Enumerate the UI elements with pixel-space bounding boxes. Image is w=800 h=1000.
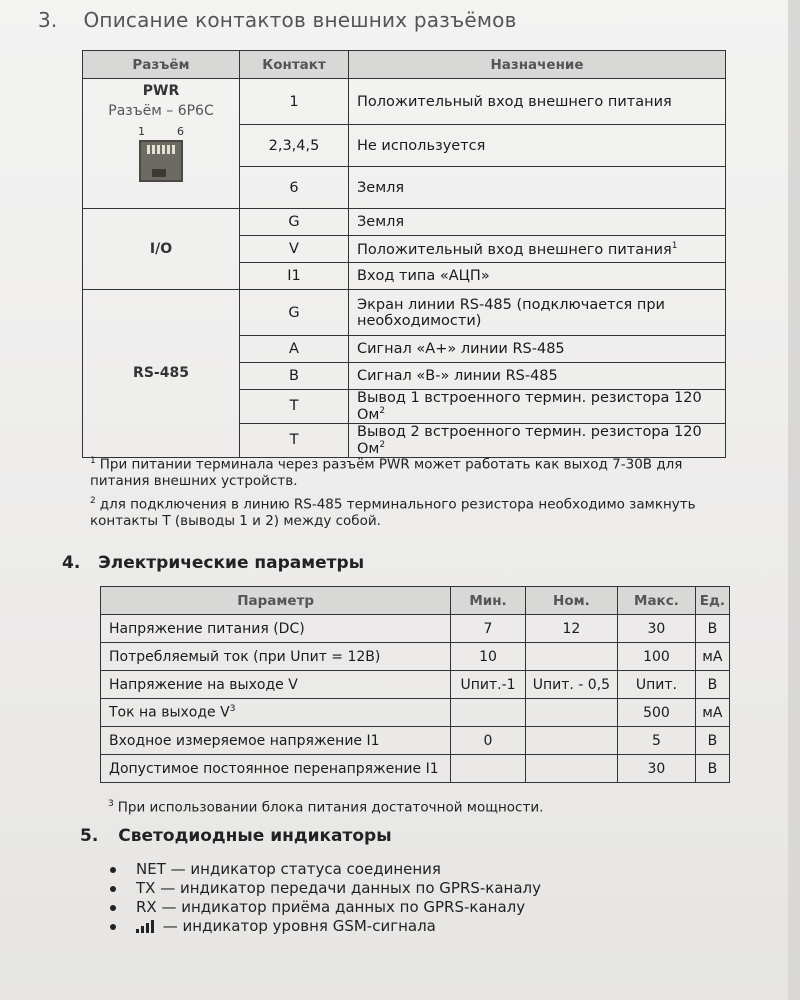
header-connector: Разъём	[83, 51, 240, 79]
section-3-title: Описание контактов внешних разъёмов	[83, 8, 517, 32]
section-5-title: Светодиодные индикаторы	[118, 826, 392, 846]
table-header-row	[101, 587, 730, 615]
max-cell: 500	[618, 699, 696, 727]
unit-cell: В	[695, 755, 729, 783]
table-row	[101, 671, 730, 699]
purpose-cell: Экран линии RS-485 (подключается при необходимости)	[349, 290, 726, 336]
parameter-cell: Напряжение питания (DC)	[101, 615, 451, 643]
parameter-cell: Входное измеряемое напряжение I1	[101, 727, 451, 755]
purpose-cell: Земля	[349, 209, 726, 236]
contact-cell: B	[240, 363, 349, 390]
bullet-icon	[110, 867, 116, 873]
purpose-cell: Земля	[349, 167, 726, 209]
pwr-label: PWR	[142, 83, 180, 99]
parameter-cell: Напряжение на выходе V	[101, 671, 451, 699]
signal-strength-icon	[136, 921, 154, 933]
header-min: Мин.	[451, 587, 525, 615]
section-4-heading: 4. Электрические параметры	[62, 553, 365, 573]
max-cell: Uпит.	[618, 671, 696, 699]
pin-first-label: 1	[138, 125, 145, 138]
purpose-text: Положительный вход внешнего питания	[357, 241, 672, 258]
purpose-cell: Не используется	[349, 125, 726, 167]
table-row	[83, 209, 726, 236]
table-row	[83, 290, 726, 336]
max-cell: 5	[618, 727, 696, 755]
contact-cell: T	[240, 390, 349, 424]
table-row	[101, 755, 730, 783]
max-cell: 100	[618, 643, 696, 671]
purpose-cell: Положительный вход внешнего питания	[349, 79, 726, 125]
nom-cell	[525, 727, 617, 755]
io-connector-cell: I/O	[83, 209, 240, 290]
nom-cell	[525, 699, 617, 727]
contact-cell: 6	[240, 167, 349, 209]
footnote-2: $^2$ для подключения в линию RS-485 терминального резистора необходимо замкнуть контакты Т (выводы 1 и 2) между собой.	[90, 496, 696, 529]
contact-cell: 2,3,4,5	[240, 125, 349, 167]
table-row	[101, 643, 730, 671]
pin-last-label: 6	[177, 125, 184, 138]
header-unit: Ед.	[695, 587, 729, 615]
contact-cell: A	[240, 336, 349, 363]
footnote-mark: 2	[379, 439, 386, 450]
max-cell: 30	[618, 615, 696, 643]
purpose-text: Вывод 1 встроенного термин. резистора 120 Ом	[357, 390, 702, 423]
table-row	[101, 615, 730, 643]
header-max: Макс.	[618, 587, 696, 615]
table-header-row	[83, 51, 726, 79]
list-item: NET — индикатор статуса соединения	[110, 860, 541, 879]
purpose-cell: Сигнал «А+» линии RS-485	[349, 336, 726, 363]
unit-cell: мА	[695, 699, 729, 727]
nom-cell	[525, 643, 617, 671]
led-indicator-list	[110, 860, 541, 936]
pwr-connector-cell	[83, 79, 240, 209]
list-item: RX — индикатор приёма данных по GPRS-каналу	[110, 898, 541, 917]
footnote-mark: 3	[229, 704, 236, 715]
connector-pinout-table	[82, 50, 726, 458]
page-edge	[788, 0, 800, 1000]
header-parameter: Параметр	[101, 587, 451, 615]
section-5-heading: 5. Светодиодные индикаторы	[80, 826, 392, 846]
section-4-title: Электрические параметры	[98, 553, 365, 573]
parameter-cell: Допустимое постоянное перенапряжение I1	[101, 755, 451, 783]
parameter-cell: Ток на выходе $V^3$	[101, 699, 451, 727]
list-item: TX — индикатор передачи данных по GPRS-каналу	[110, 879, 541, 898]
nom-cell	[525, 755, 617, 783]
min-cell	[451, 755, 525, 783]
header-nom: Ном.	[525, 587, 617, 615]
contact-cell: T	[240, 423, 349, 457]
unit-cell: В	[695, 615, 729, 643]
table-row	[101, 727, 730, 755]
header-contact: Контакт	[240, 51, 349, 79]
max-cell: 30	[618, 755, 696, 783]
purpose-cell	[349, 390, 726, 424]
purpose-cell: Сигнал «В-» линии RS-485	[349, 363, 726, 390]
contact-cell: V	[240, 236, 349, 263]
min-cell: Uпит.-1	[451, 671, 525, 699]
min-cell: 7	[451, 615, 525, 643]
contact-cell: G	[240, 209, 349, 236]
footnote-1: $^1$ При питании терминала через разъём PWR может работать как выход 7-30В для питания внешних устройств.	[90, 456, 683, 489]
bullet-icon	[110, 924, 116, 930]
nom-cell: 12	[525, 615, 617, 643]
contact-cell: G	[240, 290, 349, 336]
purpose-cell	[349, 236, 726, 263]
bullet-icon	[110, 886, 116, 892]
min-cell	[451, 699, 525, 727]
bullet-icon	[110, 905, 116, 911]
section-3-heading: 3. Описание контактов внешних разъёмов	[38, 8, 517, 32]
footnote-mark: 2	[379, 406, 386, 416]
footnote-mark: 1	[671, 240, 678, 251]
rj-connector-icon	[138, 125, 184, 182]
unit-cell: В	[695, 671, 729, 699]
contact-cell: I1	[240, 263, 349, 290]
unit-cell: В	[695, 727, 729, 755]
table-row	[83, 79, 726, 125]
table-row	[101, 699, 730, 727]
min-cell: 0	[451, 727, 525, 755]
list-item: — индикатор уровня GSM-сигнала	[110, 917, 541, 936]
min-cell: 10	[451, 643, 525, 671]
purpose-text: Вывод 2 встроенного термин. резистора 120 Ом	[357, 423, 702, 457]
unit-cell: мА	[695, 643, 729, 671]
contact-cell: 1	[240, 79, 349, 125]
pwr-subtitle: Разъём – 6Р6С	[108, 103, 214, 119]
electrical-parameters-table	[100, 586, 730, 783]
parameter-cell: Потребляемый ток (при Uпит = 12В)	[101, 643, 451, 671]
rs485-connector-cell: RS-485	[83, 290, 240, 458]
nom-cell: Uпит. - 0,5	[525, 671, 617, 699]
footnote-3: $^3$ При использовании блока питания достаточной мощности.	[108, 799, 544, 816]
header-purpose: Назначение	[349, 51, 726, 79]
purpose-cell: Вход типа «АЦП»	[349, 263, 726, 290]
